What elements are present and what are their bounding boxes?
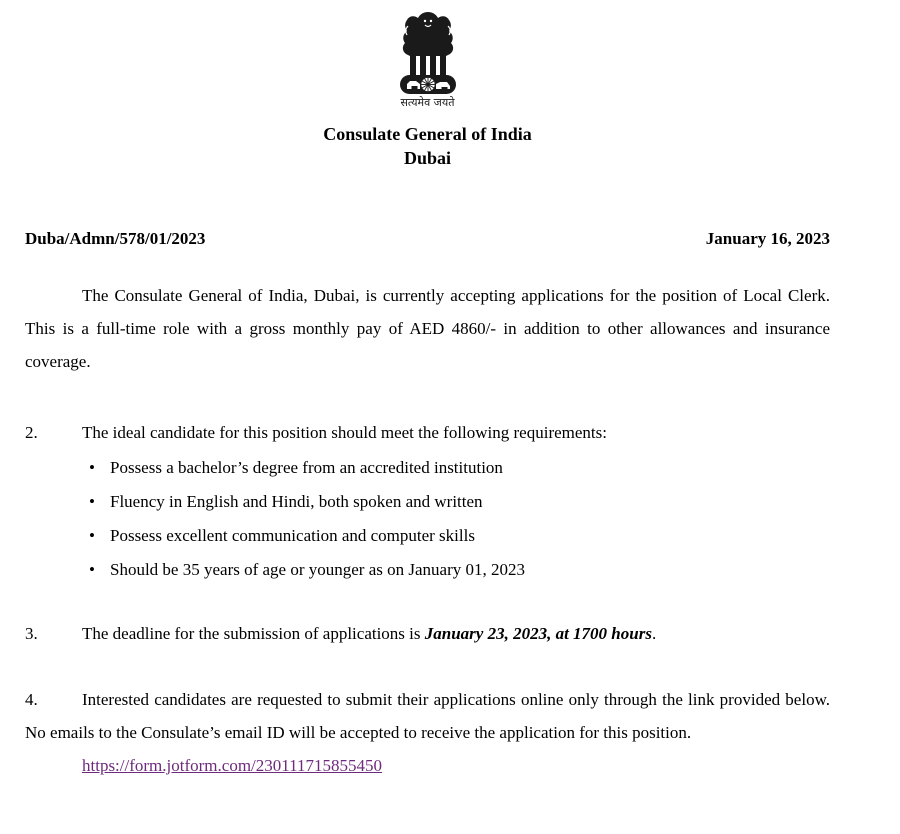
requirement-item xyxy=(25,553,830,587)
intro-paragraph: The Consulate General of India, Dubai, is currently accepting applications for the position of Local Clerk. This is a full-time role with a gross monthly pay of AED 4860/- in addition to other allowances and insurance coverage. xyxy=(25,286,830,371)
section-2-heading xyxy=(25,416,830,449)
requirements-list xyxy=(25,451,830,587)
reference-row xyxy=(25,226,830,252)
application-link-line xyxy=(25,749,830,782)
section-2-number: 2. xyxy=(25,423,38,442)
deadline-emphasis: January 23, 2023, at 1700 hours xyxy=(424,624,652,643)
requirement-item xyxy=(25,519,830,553)
india-state-emblem-icon xyxy=(393,8,463,98)
section-4-text: Interested candidates are requested to submit their applications online only through the link provided below. No emails to the Consulate’s email ID will be accepted to receive the application for this position. xyxy=(25,690,830,742)
organization-city: Dubai xyxy=(403,148,452,168)
bullet-icon: • xyxy=(89,526,95,545)
organization-name: Consulate General of India xyxy=(323,124,532,144)
reference-number: Duba/Admn/578/01/2023 xyxy=(25,229,206,248)
section-3-text: The deadline for the submission of applications is xyxy=(82,624,425,643)
requirement-item xyxy=(25,451,830,485)
requirement-text: Possess excellent communication and computer skills xyxy=(110,526,475,545)
requirement-item xyxy=(25,485,830,519)
letterhead xyxy=(25,8,830,170)
section-3-number: 3. xyxy=(25,624,38,643)
bullet-icon: • xyxy=(89,458,95,477)
requirement-text: Should be 35 years of age or younger as on January 01, 2023 xyxy=(110,560,525,579)
bullet-icon: • xyxy=(89,560,95,579)
section-3-period: . xyxy=(651,624,657,643)
letter-date: January 16, 2023 xyxy=(705,229,830,248)
section-4-paragraph xyxy=(25,683,830,749)
bullet-icon: • xyxy=(89,492,95,511)
application-link[interactable]: https://form.jotform.com/230111715855450 xyxy=(82,756,382,775)
section-4-number: 4. xyxy=(25,690,38,709)
section-2-text: The ideal candidate for this position should meet the following requirements: xyxy=(82,423,607,442)
requirement-text: Fluency in English and Hindi, both spoken and written xyxy=(110,492,483,511)
section-3-paragraph xyxy=(25,617,830,650)
requirement-text: Possess a bachelor’s degree from an accredited institution xyxy=(110,458,503,477)
emblem-motto: सत्यमेव जयते xyxy=(400,96,455,109)
